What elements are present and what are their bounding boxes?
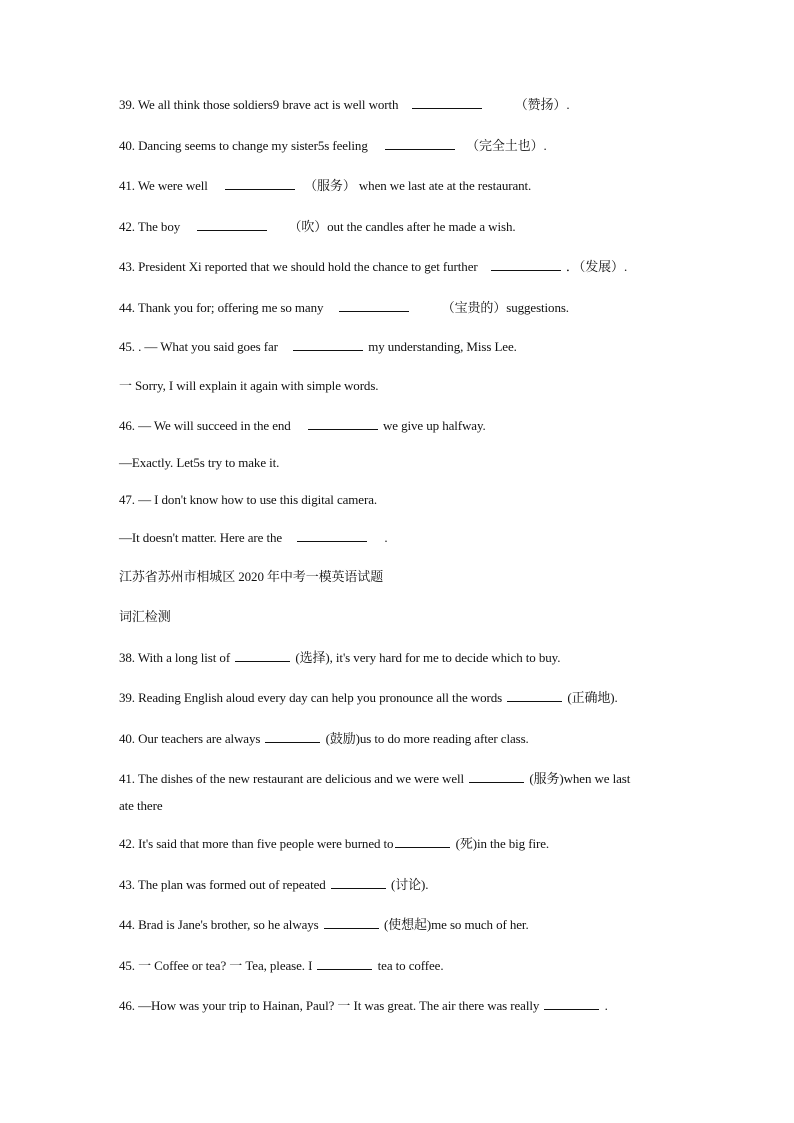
question-42a	[119, 219, 516, 235]
answer-blank[interactable]	[385, 138, 455, 150]
question-45a-reply	[119, 378, 378, 394]
question-46a	[119, 418, 486, 434]
answer-blank[interactable]	[308, 418, 378, 430]
question-44b	[119, 917, 529, 933]
question-end: (鼓励)us to do more reading after class.	[325, 731, 529, 746]
answer-blank[interactable]	[293, 339, 363, 351]
question-40b	[119, 731, 529, 747]
question-end: .	[566, 97, 570, 112]
question-end: .	[543, 138, 547, 153]
reply-text: —Exactly. Let5s try to make it.	[119, 455, 280, 470]
question-38b	[119, 650, 560, 666]
question-end: my understanding, Miss Lee.	[368, 339, 517, 354]
answer-blank[interactable]	[265, 731, 320, 743]
question-text: 40. Our teachers are always	[119, 731, 261, 746]
question-43b	[119, 877, 428, 893]
hint-text: （吹）	[288, 219, 328, 234]
answer-blank[interactable]	[317, 958, 372, 970]
question-39a	[119, 97, 570, 113]
answer-blank[interactable]	[491, 259, 561, 271]
question-text: 45. 一 Coffee or tea? 一 Tea, please. I	[119, 958, 313, 973]
answer-blank[interactable]	[197, 219, 267, 231]
question-46a-reply	[119, 455, 279, 471]
question-end: (使想起)me so much of her.	[383, 917, 529, 932]
question-41b-cont: ate there	[119, 798, 163, 813]
answer-blank[interactable]	[331, 877, 386, 889]
answer-blank[interactable]	[395, 836, 450, 848]
question-end: (讨论).	[391, 877, 429, 892]
answer-blank[interactable]	[339, 300, 409, 312]
question-39b	[119, 690, 618, 706]
question-end: .	[623, 259, 628, 274]
question-41b	[119, 771, 630, 787]
question-text: 46. —How was your trip to Hainan, Paul? 一 It was great. The air there was really	[119, 998, 540, 1013]
question-47a	[119, 492, 377, 508]
answer-blank[interactable]	[412, 97, 482, 109]
question-text: 46. — We will succeed in the end	[119, 418, 291, 433]
question-46b	[119, 998, 608, 1014]
question-44a	[119, 300, 569, 316]
question-end: .	[604, 998, 608, 1013]
answer-blank[interactable]	[324, 917, 379, 929]
question-text: 43. The plan was formed out of repeated	[119, 877, 326, 892]
hint-text: （赞扬）	[514, 97, 567, 112]
question-43a	[119, 259, 627, 275]
question-text: 44. Brad is Jane's brother, so he always	[119, 917, 319, 932]
question-text: 47. — I don't know how to use this digital camera.	[119, 492, 378, 507]
question-text: 41. We were well	[119, 178, 208, 193]
hint-text: ．（发展）	[565, 259, 624, 274]
question-text: 39. Reading English aloud every day can help you pronounce all the words	[119, 690, 503, 705]
section-subtitle: 词汇检测	[119, 609, 171, 624]
question-end: suggestions.	[506, 300, 569, 315]
question-text: 42. It's said that more than five people were burned to	[119, 836, 394, 851]
answer-blank[interactable]	[544, 998, 599, 1010]
question-end: tea to coffee.	[377, 958, 444, 973]
question-end: we give up halfway.	[383, 418, 486, 433]
question-end: (死)in the big fire.	[455, 836, 550, 851]
question-45a	[119, 339, 517, 355]
hint-text: （服务）	[304, 178, 356, 193]
answer-blank[interactable]	[225, 178, 295, 190]
hint-text: （宝贵的）	[441, 300, 507, 315]
question-text: 43. President Xi reported that we should hold the chance to get further	[119, 259, 478, 274]
question-end: out the candles after he made a wish.	[327, 219, 516, 234]
question-end: (正确地).	[567, 690, 618, 705]
answer-blank[interactable]	[507, 690, 562, 702]
question-end: (服务)when we last	[529, 771, 631, 786]
question-text: 40. Dancing seems to change my sister5s feeling	[119, 138, 368, 153]
question-text: 45. . — What you said goes far	[119, 339, 278, 354]
answer-blank[interactable]	[469, 771, 524, 783]
question-text: 42. The boy	[119, 219, 181, 234]
question-end: when we last ate at the restaurant.	[358, 178, 532, 193]
question-47a-reply	[119, 530, 388, 546]
answer-blank[interactable]	[235, 650, 290, 662]
section-title: 江苏省苏州市相城区 2020 年中考一模英语试题	[119, 569, 384, 584]
question-41a	[119, 178, 531, 194]
question-end: .	[384, 530, 388, 545]
question-text: 38. With a long list of	[119, 650, 231, 665]
question-end: (选择), it's very hard for me to decide which to buy.	[295, 650, 561, 665]
question-42b	[119, 836, 549, 852]
answer-blank[interactable]	[297, 530, 367, 542]
question-text: 39. We all think those soldiers9 brave act is well worth	[119, 97, 399, 112]
reply-text: —It doesn't matter. Here are the	[119, 530, 283, 545]
question-40a	[119, 138, 547, 154]
reply-text: 一 Sorry, I will explain it again with simple words.	[119, 378, 379, 393]
question-text: 41. The dishes of the new restaurant are delicious and we were well	[119, 771, 465, 786]
hint-text: （完全土也）	[466, 138, 544, 153]
question-45b	[119, 958, 444, 974]
question-text: 44. Thank you for; offering me so many	[119, 300, 324, 315]
